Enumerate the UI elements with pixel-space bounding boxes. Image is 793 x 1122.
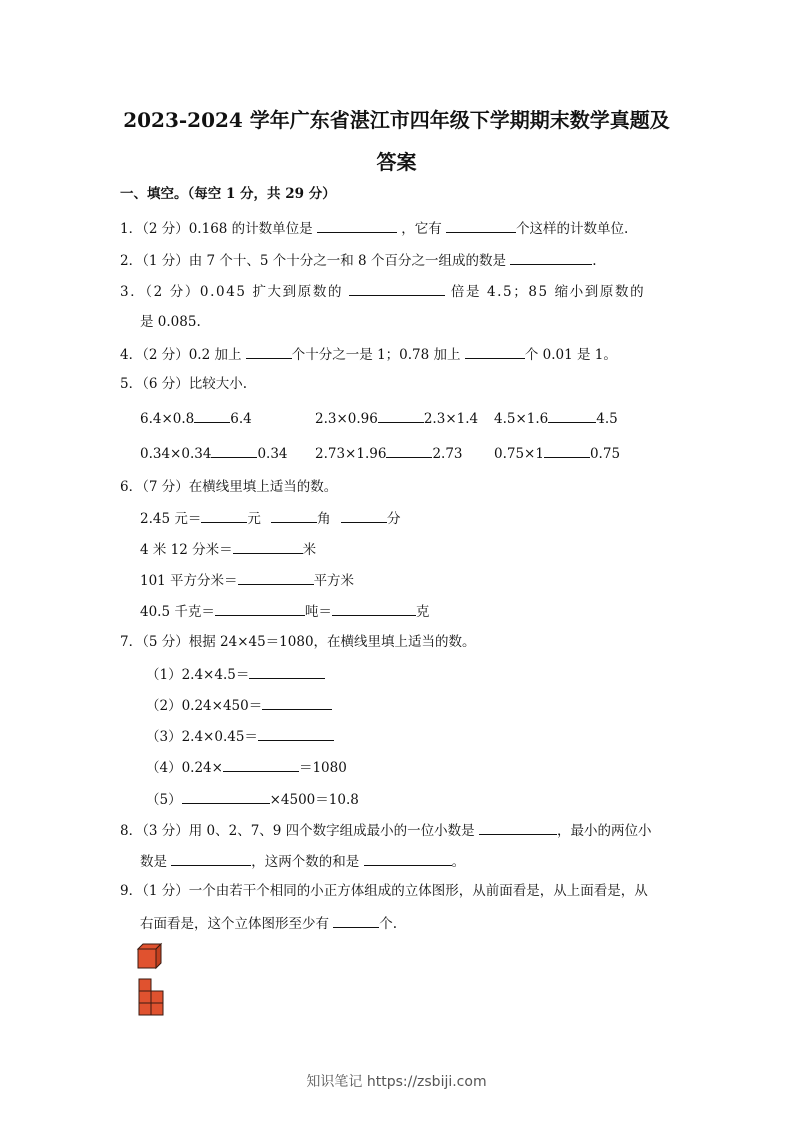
compare-1-right: 6.4	[230, 411, 252, 427]
q7-s2-text: （2）0.24×450＝	[146, 698, 263, 714]
q2-blank-1[interactable]	[510, 250, 592, 265]
q4-blank-1[interactable]	[246, 344, 292, 359]
document-title-line1: 2023-2024 学年广东省湛江市四年级下学期期末数学真题及	[123, 108, 670, 132]
q6a-text-2: 元	[247, 511, 261, 527]
compare-row-1b	[315, 408, 478, 428]
question-2	[120, 250, 597, 270]
q6d-blank-2[interactable]	[332, 601, 416, 616]
compare-1-blank[interactable]	[194, 408, 230, 423]
compare-3-left: 4.5×1.6	[494, 411, 549, 427]
q7-sub-5	[146, 789, 359, 809]
q8-text-c: 数是	[140, 854, 167, 870]
square-bottom-left	[139, 1003, 151, 1015]
q6d-blank-1[interactable]	[215, 601, 305, 616]
compare-6-blank[interactable]	[544, 443, 590, 458]
compare-row-1c	[494, 408, 618, 428]
compare-4-blank[interactable]	[211, 443, 257, 458]
compare-row-2b	[315, 443, 463, 463]
q1-blank-2[interactable]	[446, 218, 516, 233]
q2-text-a: 2．（1 分）由 7 个十、5 个十分之一和 8 个百分之一组成的数是	[120, 253, 506, 269]
q8-blank-3[interactable]	[364, 851, 452, 866]
square-mid-left	[139, 991, 151, 1003]
single-cube-figure	[136, 942, 164, 970]
q6-line-c	[140, 570, 354, 590]
compare-6-left: 0.75×1	[494, 446, 544, 462]
stacked-squares-figure	[137, 978, 167, 1018]
watermark-footer: 知识笔记 https://zsbiji.com	[306, 1074, 487, 1090]
section-heading: 一、填空。（每空 1 分，共 29 分）	[120, 186, 336, 202]
q7-s3-text: （3）2.4×0.45＝	[146, 729, 258, 745]
compare-2-left: 2.3×0.96	[315, 411, 378, 427]
q9-blank-1[interactable]	[333, 913, 379, 928]
q6-line-d	[140, 601, 429, 621]
square-mid-right	[151, 991, 163, 1003]
q7-s5-text-b: ×4500＝10.8	[269, 792, 359, 808]
question-3-cont: 是 0.085.	[140, 314, 201, 330]
q6d-text-3: 克	[415, 604, 430, 620]
q6a-text-1: 2.45 元＝	[140, 511, 202, 527]
question-9: 9．（1 分）一个由若干个相同的小正方体组成的立体图形，从前面看是，从上面看是，从	[120, 883, 648, 899]
cube-front-face	[138, 949, 156, 968]
q6b-text-1: 4 米 12 分米＝	[140, 542, 233, 558]
compare-row-1	[140, 408, 252, 428]
q6c-text-1: 101 平方分米＝	[140, 573, 238, 589]
question-4	[120, 344, 617, 364]
q6a-text-4: 分	[386, 511, 401, 527]
q8-blank-1[interactable]	[479, 820, 557, 835]
q6a-blank-3[interactable]	[341, 508, 387, 523]
document-title-line2: 答案	[376, 150, 417, 174]
q1-text-a: 1．（2 分）0.168 的计数单位是	[120, 221, 313, 237]
q6c-blank-1[interactable]	[238, 570, 314, 585]
q6a-text-3: 角	[317, 511, 331, 527]
q7-s4-text-b: ＝1080	[298, 760, 347, 776]
compare-4-left: 0.34×0.34	[140, 446, 212, 462]
q6b-blank-1[interactable]	[233, 539, 303, 554]
compare-1-left: 6.4×0.8	[140, 411, 195, 427]
compare-4-right: 0.34	[257, 446, 288, 462]
q6b-text-2: 米	[302, 542, 317, 558]
q6d-text-1: 40.5 千克＝	[140, 604, 215, 620]
compare-row-2c	[494, 443, 620, 463]
q6-line-a	[140, 508, 400, 528]
q1-text-b: ，它有	[401, 221, 442, 237]
q7-sub-2	[146, 695, 332, 715]
q3-blank-1[interactable]	[349, 281, 445, 296]
square-bottom-right	[151, 1003, 163, 1015]
q1-text-c: 个这样的计数单位.	[516, 221, 629, 237]
compare-5-right: 2.73	[432, 446, 463, 462]
q7-s5-blank[interactable]	[182, 789, 270, 804]
q4-text-c: 个 0.01 是 1。	[524, 347, 617, 363]
compare-row-2	[140, 443, 288, 463]
compare-2-right: 2.3×1.4	[423, 411, 479, 427]
q8-blank-2[interactable]	[171, 851, 251, 866]
q7-s1-blank[interactable]	[249, 664, 325, 679]
q7-s2-blank[interactable]	[262, 695, 332, 710]
q2-text-b: .	[592, 253, 597, 269]
q7-sub-3	[146, 726, 334, 746]
q6a-blank-1[interactable]	[201, 508, 247, 523]
q7-s5-text-a: （5）	[146, 792, 182, 808]
q3-text-b: 倍是 4.5；85 缩小到原数的	[450, 284, 646, 300]
question-8	[120, 820, 651, 840]
q4-text-a: 4．（2 分）0.2 加上	[120, 347, 242, 363]
q9-text-c: 个.	[379, 916, 398, 932]
compare-3-right: 4.5	[596, 411, 618, 427]
question-6: 6．（7 分）在横线里填上适当的数。	[120, 479, 338, 495]
compare-5-left: 2.73×1.96	[315, 446, 387, 462]
question-5: 5．（6 分）比较大小.	[120, 376, 248, 392]
compare-2-blank[interactable]	[378, 408, 424, 423]
question-9-cont	[140, 913, 397, 933]
q6-line-b	[140, 539, 316, 559]
q4-blank-2[interactable]	[465, 344, 525, 359]
q6d-text-2: 吨＝	[304, 604, 332, 620]
q4-text-b: 个十分之一是 1；0.78 加上	[291, 347, 461, 363]
q1-blank-1[interactable]	[317, 218, 397, 233]
q6a-blank-2[interactable]	[271, 508, 317, 523]
q7-sub-4	[146, 757, 347, 777]
q6c-text-2: 平方米	[313, 573, 355, 589]
question-3	[120, 281, 645, 301]
q8-text-d: ，这两个数的和是	[251, 854, 360, 870]
q9-text-b: 右面看是，这个立体图形至少有	[140, 916, 329, 932]
question-8-cont	[140, 851, 465, 871]
q7-s4-blank[interactable]	[223, 757, 299, 772]
q8-text-e: 。	[451, 854, 466, 870]
q7-sub-1	[146, 664, 325, 684]
q7-s3-blank[interactable]	[258, 726, 334, 741]
square-top	[139, 979, 151, 991]
q7-s4-text-a: （4）0.24×	[146, 760, 223, 776]
q3-text-a: 3．（2 分）0.045 扩大到原数的	[120, 284, 344, 300]
q7-s1-text: （1）2.4×4.5＝	[146, 667, 250, 683]
compare-5-blank[interactable]	[386, 443, 432, 458]
compare-3-blank[interactable]	[548, 408, 596, 423]
q8-text-b: ，最小的两位小	[556, 823, 652, 839]
question-7: 7．（5 分）根据 24×45＝1080，在横线里填上适当的数。	[120, 634, 476, 650]
question-1	[120, 218, 628, 238]
q8-text-a: 8．（3 分）用 0、2、7、9 四个数字组成最小的一位小数是	[120, 823, 475, 839]
compare-6-right: 0.75	[589, 446, 621, 462]
cube-side-face	[156, 944, 161, 968]
